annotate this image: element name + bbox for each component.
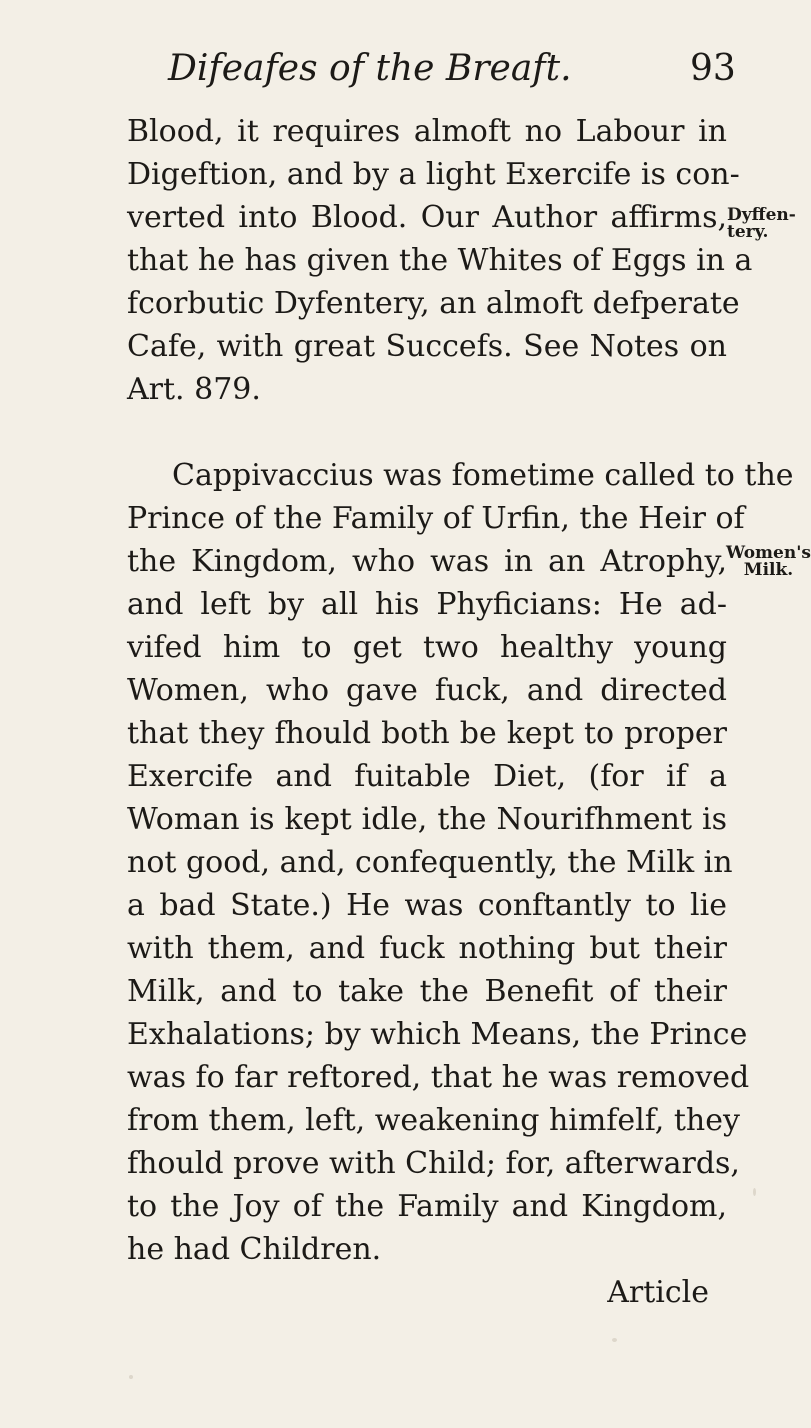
- text-line: Woman is kept idle, the Nourifhment is: [127, 802, 727, 837]
- text-line: vifed him to get two healthy young: [127, 630, 727, 665]
- text-line: he had Children.: [127, 1232, 382, 1267]
- catchword: Article: [607, 1275, 709, 1310]
- margin-note-line: Milk.: [743, 560, 794, 580]
- text-line: fcorbutic Dyfentery, an almoft defperate: [127, 286, 740, 321]
- margin-note-womens-milk: [726, 545, 811, 579]
- text-line: Milk, and to take the Benefit of their: [127, 974, 727, 1009]
- text-line: Prince of the Family of Urfin, the Heir of: [127, 501, 745, 536]
- text-line: a bad State.) He was conftantly to lie: [127, 888, 727, 923]
- text-line: Digeftion, and by a light Exercife is con-: [127, 157, 740, 192]
- paper-speck: [612, 1338, 617, 1342]
- text-line: Cappivaccius was fometime called to the: [172, 458, 794, 493]
- text-line: was fo far reftored, that he was removed: [127, 1060, 750, 1095]
- running-head: Difeafes of the Breaft.: [168, 48, 572, 89]
- text-line: Exhalations; by which Means, the Prince: [127, 1017, 748, 1052]
- text-line: from them, left, weakening himfelf, they: [127, 1103, 740, 1138]
- paper-speck: [753, 1188, 756, 1196]
- text-line: fhould prove with Child; for, afterwards,: [127, 1146, 740, 1181]
- text-line: Women, who gave fuck, and directed: [127, 673, 727, 708]
- text-line: with them, and fuck nothing but their: [127, 931, 727, 966]
- text-line: not good, and, confequently, the Milk in: [127, 845, 733, 880]
- text-line: Art. 879.: [127, 372, 261, 407]
- margin-note-line: Dyffen-: [727, 205, 796, 225]
- text-line: that he has given the Whites of Eggs in a: [127, 243, 753, 278]
- margin-note-line: Women's: [726, 543, 811, 563]
- text-line: and left by all his Phyficians: He ad-: [127, 587, 727, 622]
- text-line: Cafe, with great Succefs. See Notes on: [127, 329, 727, 364]
- text-line: to the Joy of the Family and Kingdom,: [127, 1189, 727, 1224]
- text-line: verted into Blood. Our Author affirms,: [127, 200, 727, 235]
- text-line: Exercife and fuitable Diet, (for if a: [127, 759, 727, 794]
- text-line: Blood, it requires almoft no Labour in: [127, 114, 727, 149]
- page-number: 93: [690, 48, 736, 89]
- text-line: the Kingdom, who was in an Atrophy,: [127, 544, 727, 579]
- paragraph-gap: [127, 411, 727, 454]
- margin-note-dysentery: [727, 207, 796, 241]
- margin-note-line: tery.: [727, 222, 769, 242]
- paper-speck: [129, 1375, 133, 1379]
- text-line: that they fhould both be kept to proper: [127, 716, 727, 751]
